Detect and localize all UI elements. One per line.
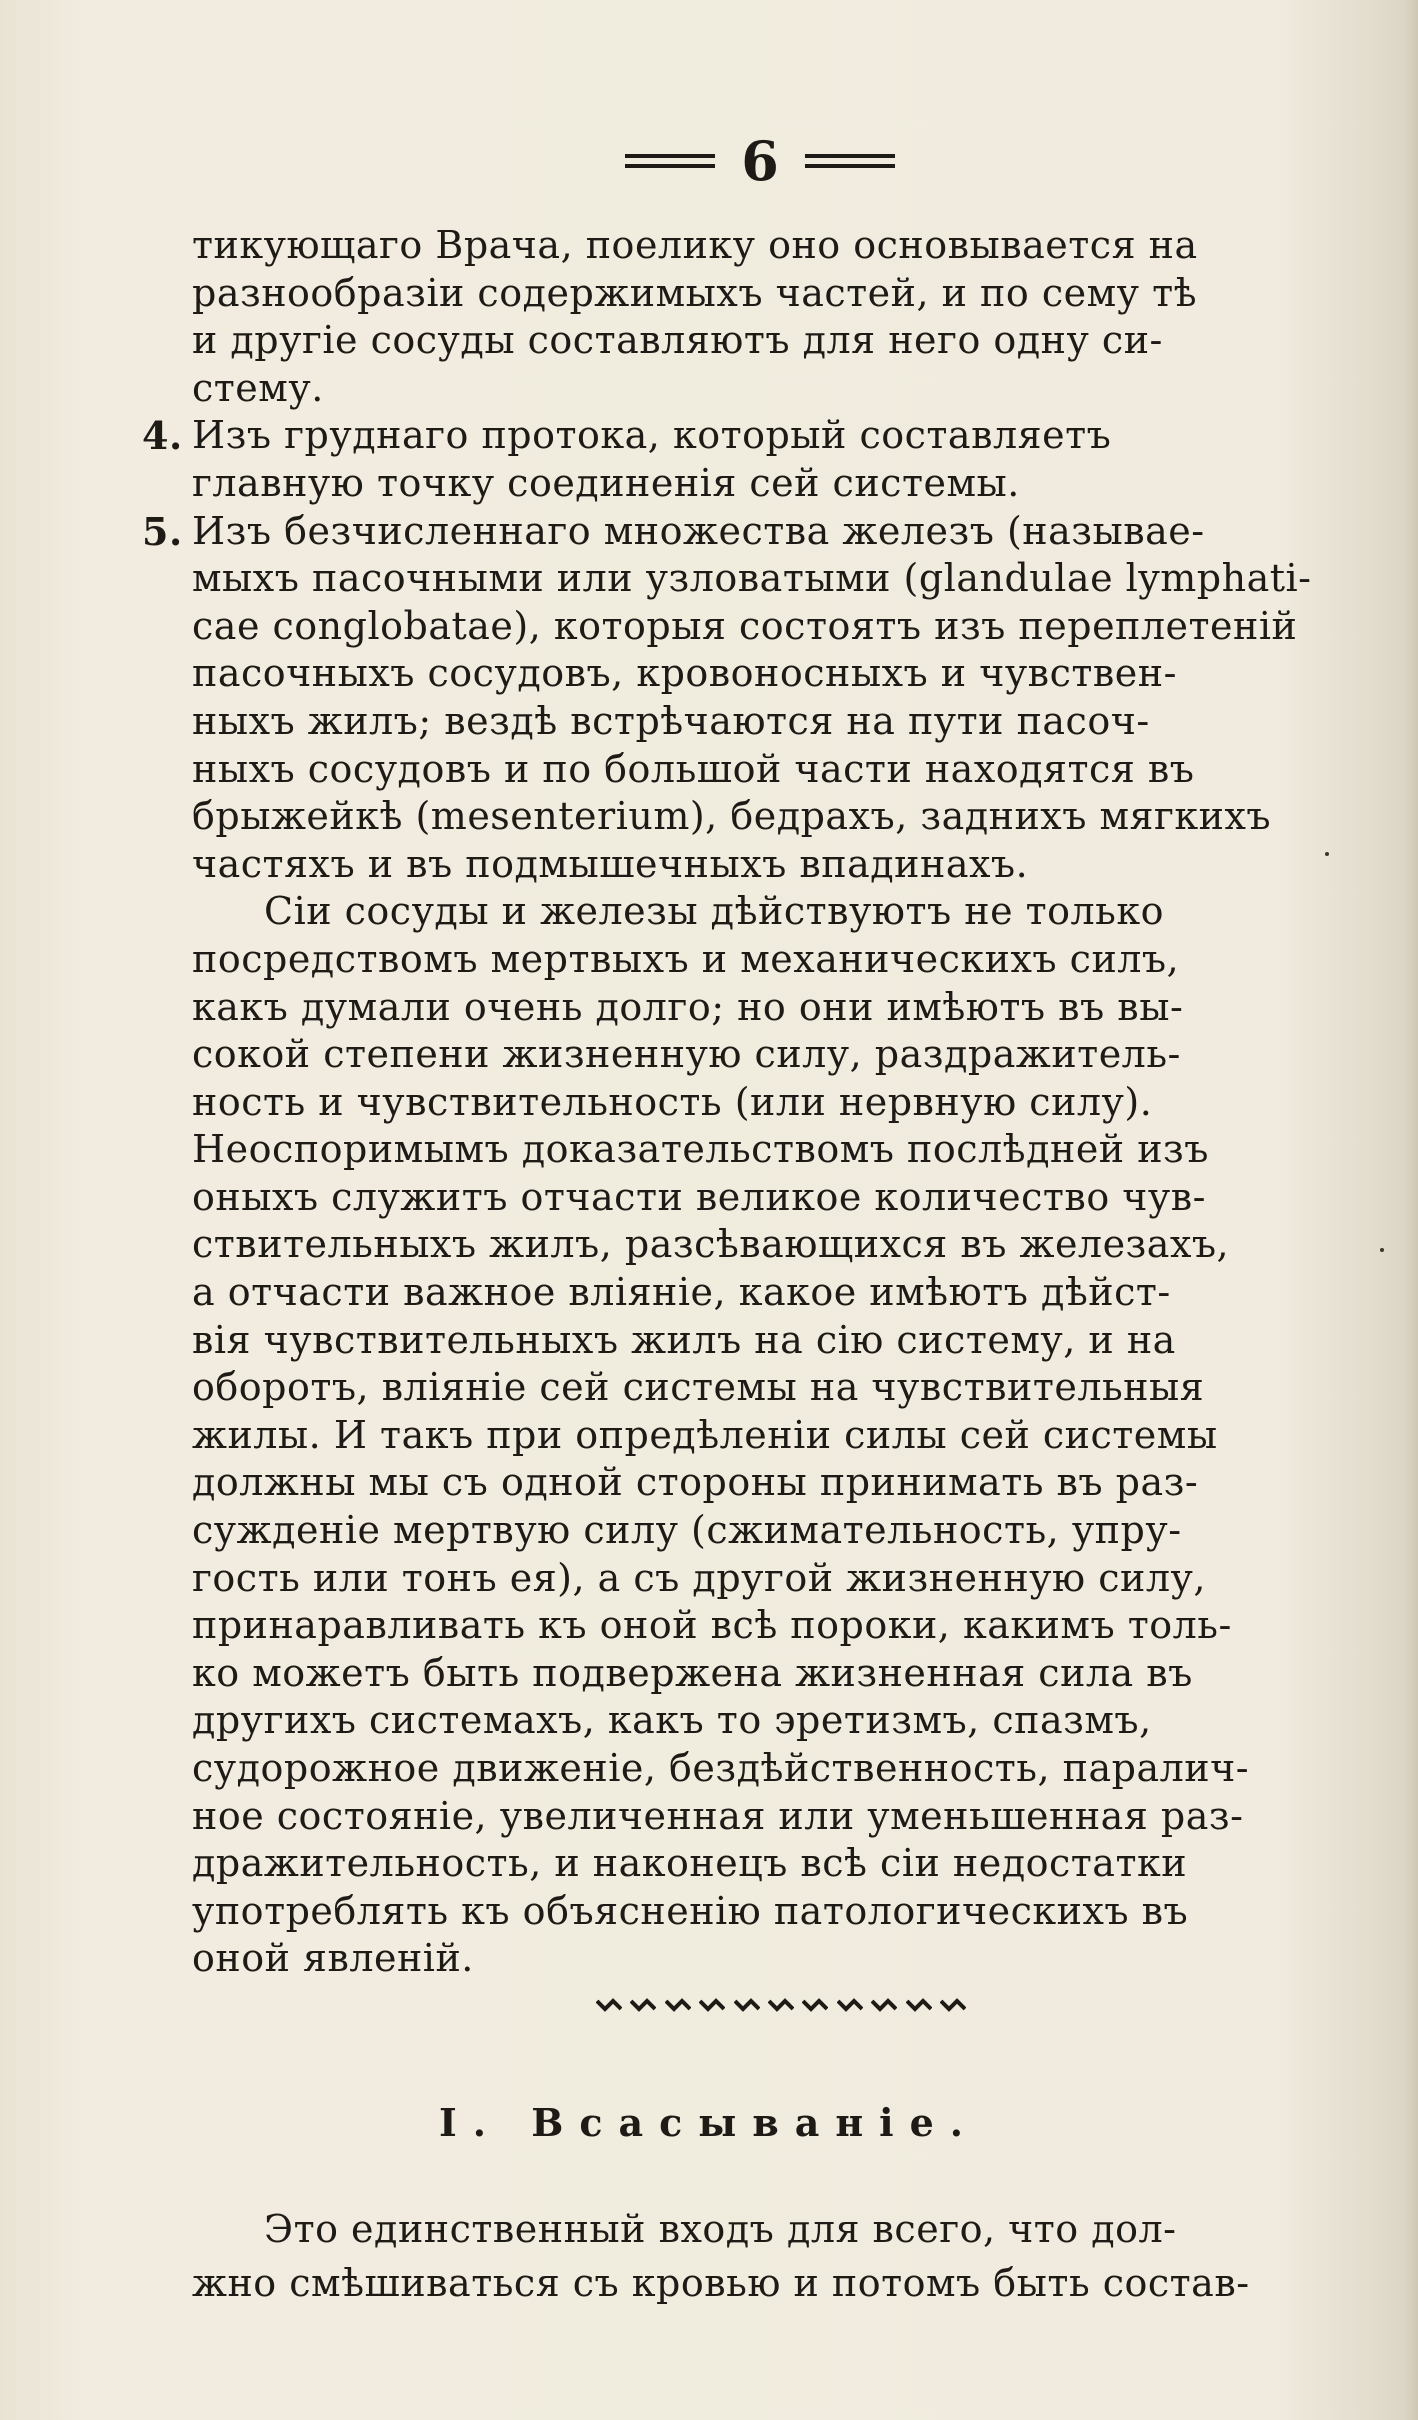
text-line: Изъ груднаго протока, который составляетъ — [192, 413, 1112, 458]
ornament-wave-icon — [802, 1996, 828, 2014]
text-line: ко можетъ быть подвержена жизненная сила въ — [192, 1650, 1193, 1695]
text-line: а отчасти важное вліяніе, какое имѣютъ дѣйст- — [192, 1270, 1171, 1315]
text-line: оной явленій. — [192, 1936, 474, 1981]
text-line: другихъ системахъ, какъ то эретизмъ, спазмъ, — [192, 1698, 1152, 1743]
text-line: жно смѣшиваться съ кровью и потомъ быть состав- — [192, 2261, 1250, 2305]
ornament-wave-icon — [596, 1996, 622, 2014]
ornament-wave-icon — [837, 1996, 863, 2014]
text-line: cae conglobatae), которыя состоятъ изъ переплетеній — [192, 603, 1298, 648]
text-line: ное состояніе, увеличенная или уменьшенная раз- — [192, 1793, 1244, 1838]
text-line: должны мы съ одной стороны принимать въ раз- — [192, 1460, 1199, 1505]
ornament-wave-icon — [906, 1996, 932, 2014]
text-line: главную точку соединенія сей системы. — [192, 460, 1020, 505]
text-line: Изъ безчисленнаго множества железъ (называе- — [192, 508, 1205, 553]
ornament-wave-icon — [768, 1996, 794, 2014]
text-line: принаравливать къ оной всѣ пороки, какимъ толь- — [192, 1603, 1232, 1648]
text-line: разнообразіи содержимыхъ частей, и по сему тѣ — [192, 270, 1198, 315]
ornament-wave-icon — [734, 1996, 760, 2014]
text-line: сокой степени жизненную силу, раздражитель- — [192, 1032, 1181, 1077]
text-line: стему. — [192, 365, 324, 410]
section-divider-ornament — [596, 1990, 966, 2020]
list-item — [142, 412, 1392, 507]
text-line: пасочныхъ сосудовъ, кровоносныхъ и чувствен- — [192, 651, 1177, 696]
text-line: какъ думали очень долго; но они имѣютъ въ вы- — [192, 984, 1184, 1029]
page-header — [620, 126, 900, 196]
main-text — [142, 222, 1392, 1983]
item-number: 5. — [142, 508, 183, 554]
ornament-wave-icon — [630, 1996, 656, 2014]
text-line: ныхъ жилъ; вездѣ встрѣчаются на пути пасоч- — [192, 698, 1150, 743]
section-title: I. Всасываніе. — [438, 2100, 980, 2145]
ornament-wave-icon — [665, 1996, 691, 2014]
text-line: Сіи сосуды и железы дѣйствуютъ не только — [264, 889, 1164, 934]
text-line: и другіе сосуды составляютъ для него одну си- — [192, 318, 1163, 363]
text-line: мыхъ пасочными или узловатыми (glandulae lymphati- — [192, 556, 1312, 601]
section-text — [192, 2202, 1392, 2310]
header-rule-left — [625, 154, 715, 168]
text-line: ность и чувствительность (или нервную силу). — [192, 1079, 1153, 1124]
item-number: 4. — [142, 413, 183, 459]
header-rule-right — [805, 154, 895, 168]
page-edge — [1404, 0, 1418, 2420]
page-number: 6 — [741, 129, 779, 193]
ornament-wave-icon — [699, 1996, 725, 2014]
text-line: оборотъ, вліяніе сей системы на чувствительныя — [192, 1365, 1205, 1410]
text-line: сужденіе мертвую силу (сжимательность, упру- — [192, 1508, 1182, 1553]
text-line: Неоспоримымъ доказательствомъ послѣдней изъ — [192, 1127, 1209, 1172]
text-line: посредствомъ мертвыхъ и механическихъ силъ, — [192, 936, 1180, 981]
text-line: тикующаго Врача, поелику оно основывается на — [192, 223, 1198, 267]
text-line: употреблять къ объясненію патологическихъ въ — [192, 1888, 1189, 1933]
text-line: ствительныхъ жилъ, разсѣвающихся въ железахъ, — [192, 1222, 1230, 1267]
text-line: судорожное движеніе, бездѣйственность, паралич- — [192, 1746, 1250, 1790]
text-line: гость или тонъ ея), а съ другой жизненную силу, — [192, 1555, 1206, 1600]
text-line: вія чувствительныхъ жилъ на сію систему, и на — [192, 1317, 1176, 1362]
paper-speck — [1380, 1248, 1384, 1252]
paper-speck — [1325, 852, 1329, 856]
list-item — [142, 508, 1392, 889]
text-line: брыжейкѣ (mesenterium), бедрахъ, заднихъ мягкихъ — [192, 794, 1272, 839]
text-line: дражительность, и наконецъ всѣ сіи недостатки — [192, 1841, 1188, 1886]
text-line: ныхъ сосудовъ и по большой части находятся въ — [192, 746, 1195, 791]
ornament-wave-icon — [940, 1996, 966, 2014]
text-line: Это единственный входъ для всего, что дол- — [264, 2207, 1177, 2251]
text-line: частяхъ и въ подмышечныхъ впадинахъ. — [192, 841, 1029, 886]
ornament-wave-icon — [871, 1996, 897, 2014]
text-line: оныхъ служитъ отчасти великое количество чув- — [192, 1174, 1206, 1219]
text-line: жилы. И такъ при опредѣленіи силы сей системы — [192, 1412, 1218, 1457]
